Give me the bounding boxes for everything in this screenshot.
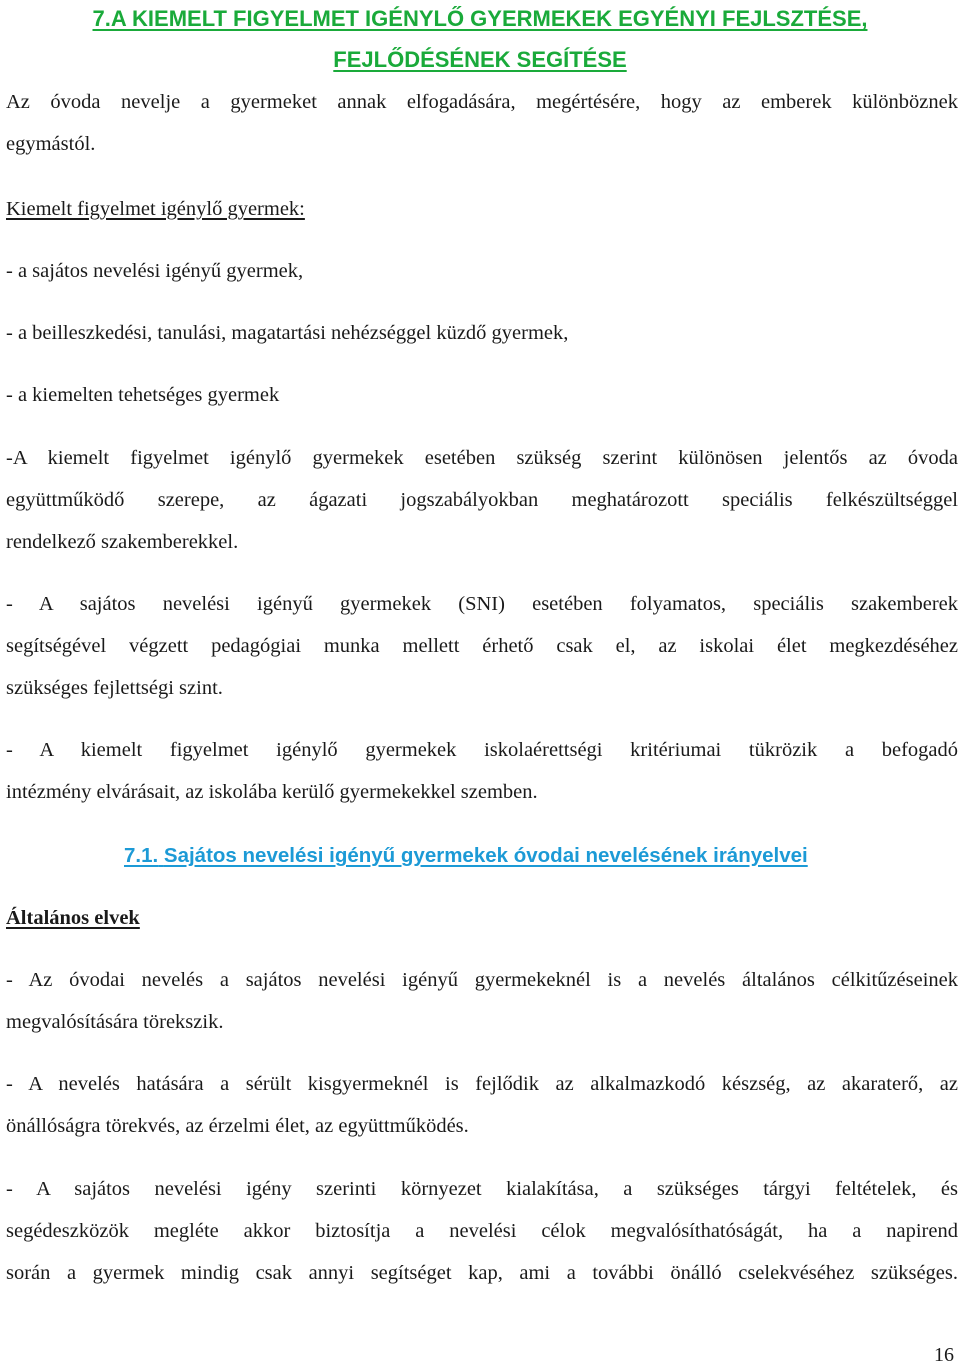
p1-line-1: -A kiemelt figyelmet igénylő gyermekek esetében szükség szerint különösen jelentős az óvoda (6, 447, 958, 469)
general-principles-title: Általános elvek (6, 907, 140, 929)
page-number: 16 (934, 1344, 954, 1366)
kfig-item-1: - a sajátos nevelési igényű gyermek, (6, 260, 304, 282)
p4-line-2: megvalósítására törekszik. (6, 1011, 224, 1033)
p2-line-1: - A sajátos nevelési igényű gyermekek (SNI) esetében folyamatos, speciális szakemberek (6, 593, 958, 615)
intro-line-1: Az óvoda nevelje a gyermeket annak elfogadására, megértésére, hogy az emberek különböznek (6, 91, 958, 113)
p1-line-2: együttműködő szerepe, az ágazati jogszabályokban meghatározott speciális felkészültséggel (6, 489, 958, 511)
p3-line-1: - A kiemelt figyelmet igénylő gyermekek iskolaérettségi kritériumai tükrözik a befogadó (6, 739, 958, 761)
chapter-title-line-2: FEJLŐDÉSÉNEK SEGÍTÉSE (333, 47, 627, 72)
p4-line-1: - Az óvodai nevelés a sajátos nevelési igényű gyermekeknél is a nevelés általános célkitűzéseinek (6, 969, 958, 991)
p5-line-1: - A nevelés hatására a sérült kisgyermeknél is fejlődik az alkalmazkodó készség, az akaraterő, az (6, 1073, 958, 1095)
kfig-item-2: - a beilleszkedési, tanulási, magatartási nehézséggel küzdő gyermek, (6, 322, 569, 344)
p6-line-1: - A sajátos nevelési igény szerinti környezet kialakítása, a szükséges tárgyi feltételek, és (6, 1178, 958, 1200)
intro-line-2: egymástól. (6, 133, 96, 155)
kfig-item-3: - a kiemelten tehetséges gyermek (6, 384, 280, 406)
p6-line-3: során a gyermek mindig csak annyi segítséget kap, ami a további önálló cselekvéséhez szükséges. (6, 1262, 958, 1284)
p6-line-2: segédeszközök megléte akkor biztosítja a nevelési célok megvalósíthatóságát, ha a napirend (6, 1220, 958, 1242)
p1-line-3: rendelkező szakemberekkel. (6, 531, 239, 553)
section-title: Sajátos nevelési igényű gyermekek óvodai nevelésének irányelvei (163, 844, 808, 867)
p2-line-3: szükséges fejlettségi szint. (6, 677, 223, 699)
section-number: 7.1. (124, 844, 159, 867)
chapter-title-line-1: 7.A KIEMELT FIGYELMET IGÉNYLŐ GYERMEKEK EGYÉNYI FEJLSZTÉSE, (92, 6, 868, 31)
kfig-title: Kiemelt figyelmet igénylő gyermek: (6, 198, 305, 220)
p5-line-2: önállóságra törekvés, az érzelmi élet, az együttműködés. (6, 1115, 469, 1137)
p2-line-2: segítségével végzett pedagógiai munka mellett érhető csak el, az iskolai élet megkezdéséhez (6, 635, 958, 657)
p3-line-2: intézmény elvárásait, az iskolába kerülő gyermekekkel szemben. (6, 781, 538, 803)
section-heading-7-1 (124, 842, 808, 870)
